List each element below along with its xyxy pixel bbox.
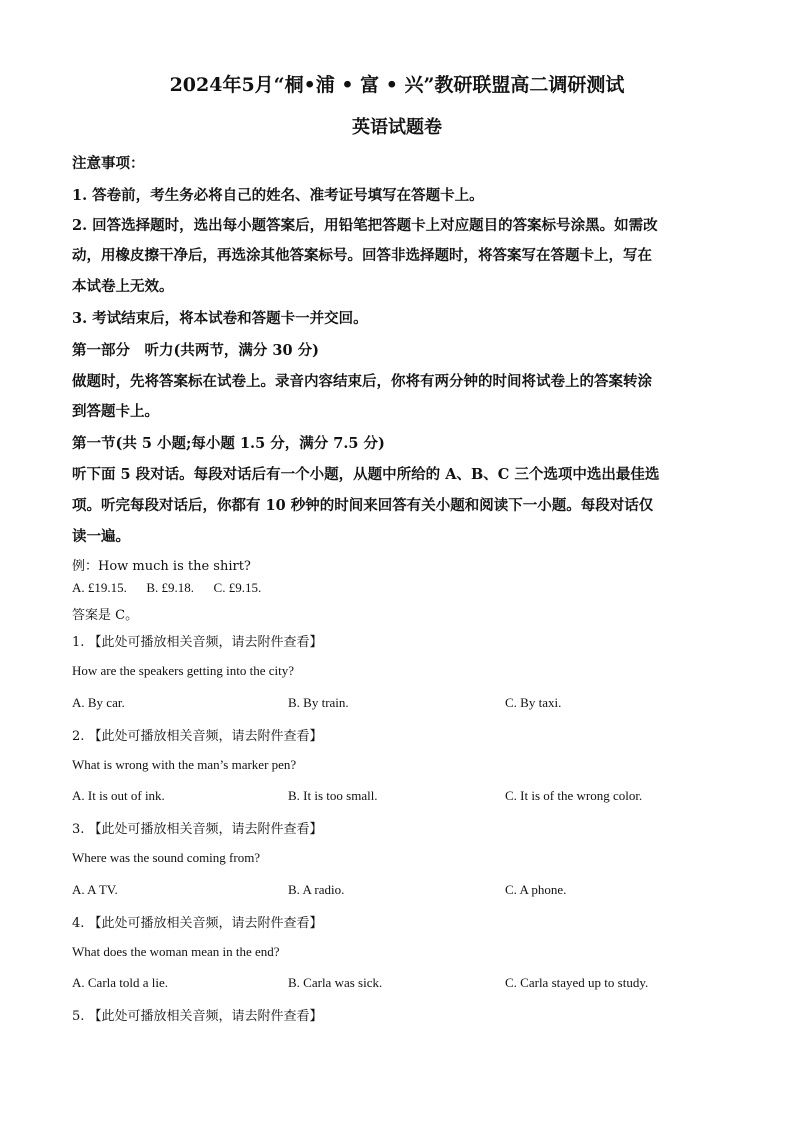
part1-intro-line-1: 做题时，先将答案标在试卷上。录音内容结束后，你将有两分钟的时间将试卷上的答案转涂 [72, 373, 652, 390]
q2-audio-link[interactable]: 2. 【此处可播放相关音频，请去附件查看】 [72, 729, 323, 744]
q2-option-c: C. It is of the wrong color. [505, 788, 643, 803]
q3-option-b: B. A radio. [288, 882, 345, 897]
q1-stem: How are the speakers getting into the city? [72, 663, 295, 678]
q1-option-a: A. By car. [72, 695, 125, 710]
q1-option-c: C. By taxi. [505, 695, 562, 710]
q3-option-a: A. A TV. [72, 882, 118, 897]
q5-audio-link[interactable]: 5. 【此处可播放相关音频，请去附件查看】 [72, 1009, 323, 1024]
section1-instr-line-2: 项。听完每段对话后，你都有 10 秒钟的时间来回答有关小题和阅读下一小题。每段对话仅 [72, 497, 654, 514]
q4-stem: What does the woman mean in the end? [72, 944, 280, 959]
q4-audio-link[interactable]: 4. 【此处可播放相关音频，请去附件查看】 [72, 916, 323, 931]
note-2-line-1: 2. 回答选择题时，选出每小题答案后，用铅笔把答题卡上对应题目的答案标号涂黑。如需改 [72, 217, 658, 234]
q3-stem: Where was the sound coming from? [72, 850, 261, 865]
part1-heading: 第一部分 听力(共两节，满分 30 分) [72, 342, 319, 359]
exam-subtitle: 英语试题卷 [352, 117, 442, 138]
note-3: 3. 考试结束后，将本试卷和答题卡一并交回。 [72, 310, 368, 327]
q3-audio-link[interactable]: 3. 【此处可播放相关音频，请去附件查看】 [72, 822, 323, 837]
q4-option-a: A. Carla told a lie. [72, 975, 169, 990]
section1-heading: 第一节(共 5 小题;每小题 1.5 分，满分 7.5 分) [72, 435, 385, 452]
q1-option-b: B. By train. [288, 695, 349, 710]
q2-option-a: A. It is out of ink. [72, 788, 165, 803]
note-1: 1. 答卷前，考生务必将自己的姓名、准考证号填写在答题卡上。 [72, 187, 484, 204]
section1-instr-line-3: 读一遍。 [72, 528, 130, 545]
q3-option-c: C. A phone. [505, 882, 567, 897]
q2-option-b: B. It is too small. [288, 788, 378, 803]
q2-stem: What is wrong with the man’s marker pen? [72, 757, 297, 772]
note-2-line-2: 动，用橡皮擦干净后，再选涂其他答案标号。回答非选择题时，将答案写在答题卡上，写在 [72, 247, 652, 264]
q4-option-c: C. Carla stayed up to study. [505, 975, 649, 990]
notes-heading: 注意事项： [72, 155, 145, 172]
example-question: 例：How much is the shirt? [72, 559, 251, 574]
note-2-line-3: 本试卷上无效。 [72, 278, 174, 295]
example-options: A. £19.15. B. £9.18. C. £9.15. [72, 580, 262, 595]
q1-audio-link[interactable]: 1. 【此处可播放相关音频，请去附件查看】 [72, 635, 323, 650]
section1-instr-line-1: 听下面 5 段对话。每段对话后有一个小题，从题中所给的 A、B、C 三个选项中选出最佳选 [72, 466, 660, 483]
example-answer: 答案是 C。 [72, 608, 139, 623]
part1-intro-line-2: 到答题卡上。 [72, 403, 159, 420]
q4-option-b: B. Carla was sick. [288, 975, 383, 990]
exam-title: 2024年5月“桐•浦 • 富 • 兴”教研联盟高二调研测试 [169, 74, 625, 96]
